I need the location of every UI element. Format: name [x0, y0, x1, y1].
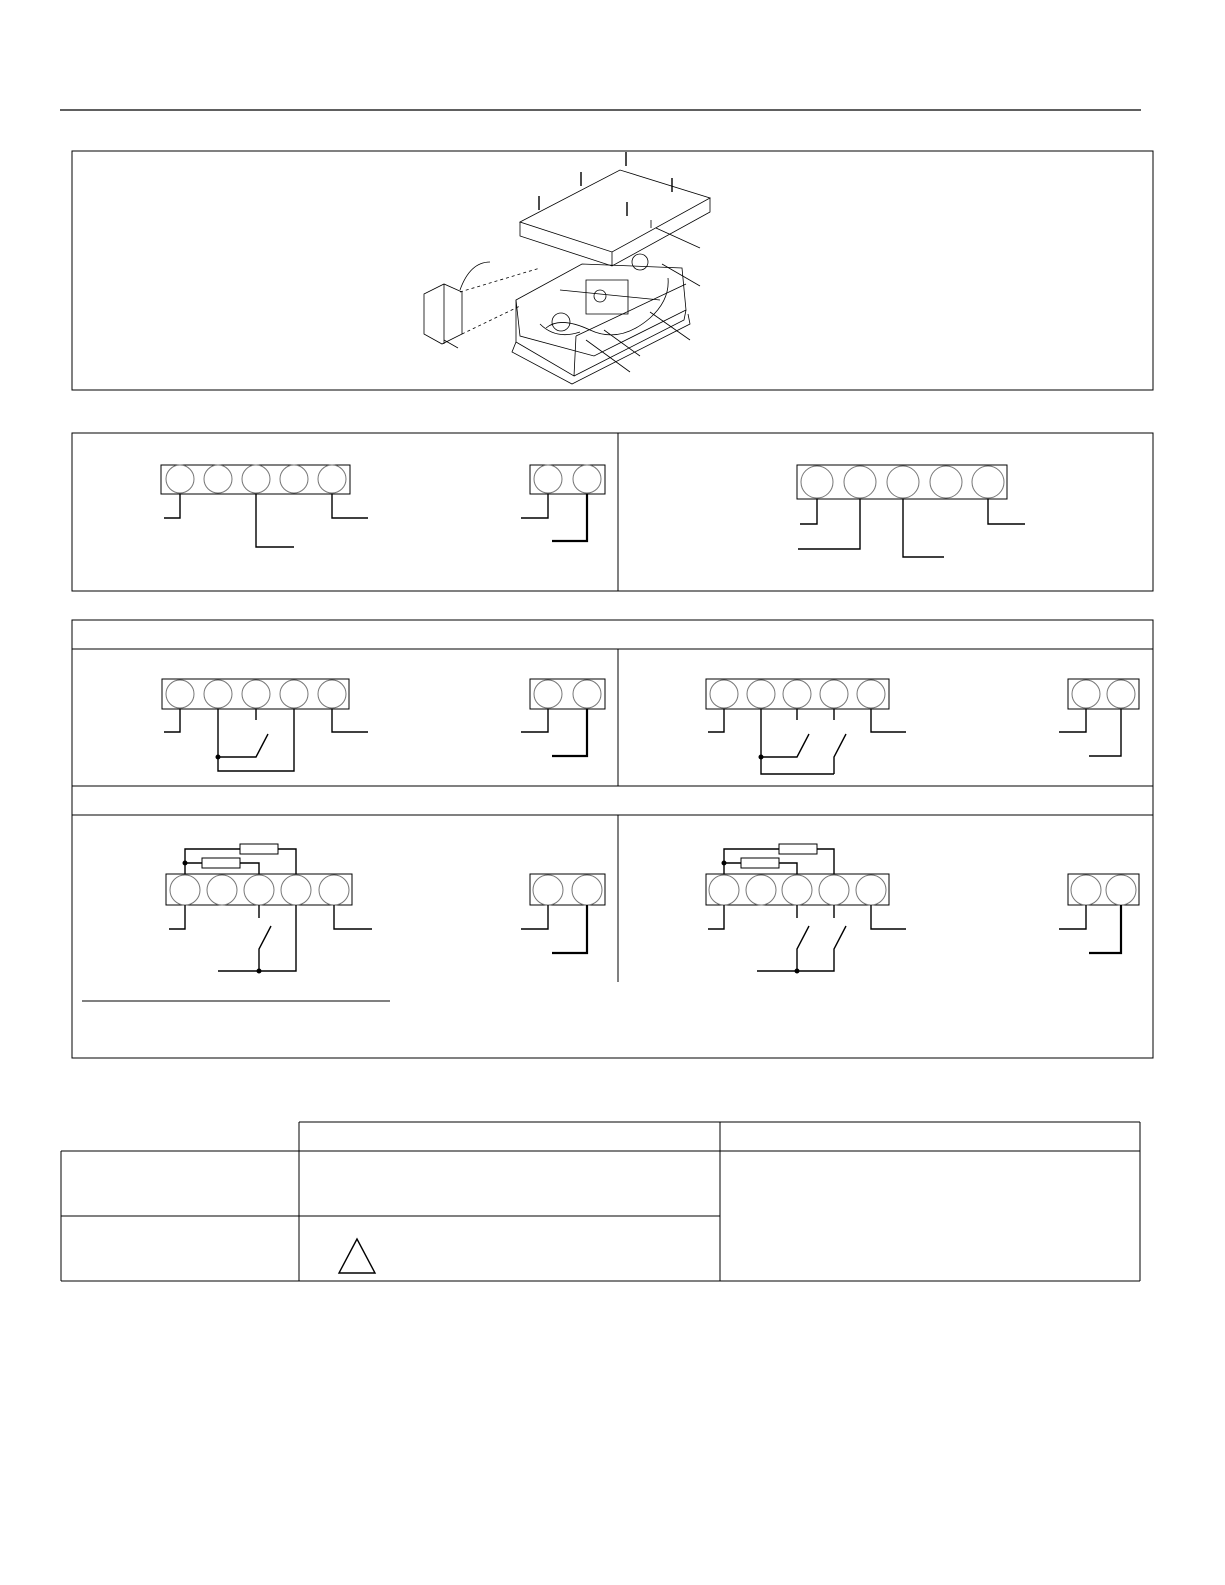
resistor-wiring-double [706, 844, 1139, 973]
basic-connections-panel [72, 433, 1153, 591]
basic-wires [164, 494, 1025, 557]
resistor-3 [779, 844, 817, 854]
spec-table [61, 1122, 1140, 1281]
option-connections-panel [72, 620, 1153, 1058]
resistor-2 [202, 858, 240, 868]
terminal-block-5pole-a [161, 465, 350, 494]
enclosure-exploded-drawing [424, 152, 710, 384]
resistor-1 [240, 844, 278, 854]
exploded-view-panel [72, 151, 1153, 390]
resistor-wiring-single [166, 844, 605, 973]
terminal-block-2pole-a [530, 465, 605, 494]
resistor-4 [741, 858, 779, 868]
warning-triangle-icon [339, 1239, 375, 1273]
switch-wiring-double [706, 679, 1139, 774]
switch-wiring-single [162, 679, 605, 771]
terminal-block-5pole-b [797, 465, 1007, 499]
